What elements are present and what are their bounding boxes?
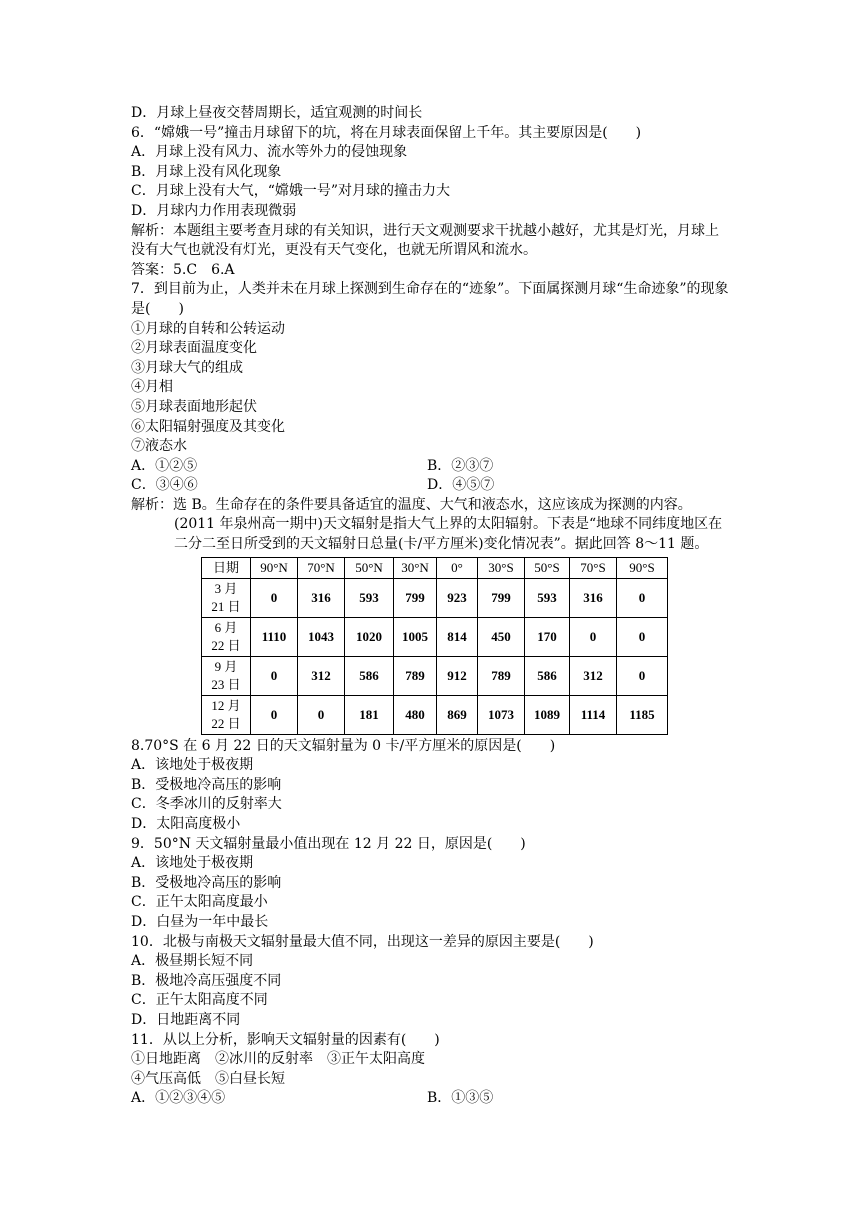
date-month: 12 月 (211, 697, 241, 713)
value-cell: 312 (298, 656, 345, 695)
q7-item: ③月球大气的组成 (131, 359, 243, 376)
table-row (202, 617, 668, 656)
q6-option-c: C．月球上没有大气，“嫦娥一号”对月球的撞击力大 (131, 183, 451, 200)
header-cell: 30°N (394, 557, 437, 578)
date-day: 23 日 (211, 676, 241, 692)
value-cell: 316 (298, 578, 345, 617)
q11-option-b: B．①③⑤ (427, 1090, 494, 1107)
value-cell: 0 (251, 656, 298, 695)
date-month: 9 月 (214, 658, 238, 674)
value-cell: 799 (394, 578, 437, 617)
value-cell: 586 (345, 656, 394, 695)
value-cell: 170 (525, 617, 570, 656)
date-cell (202, 578, 251, 617)
analysis-5-6: 解析：本题组主要考查月球的有关知识，进行天文观测要求干扰越小越好，尤其是灯光，月球上没有大气也就没有灯光，更没有天气变化，也就无所谓风和流水。 (131, 222, 719, 259)
value-cell: 0 (617, 617, 668, 656)
q6-option-d: D．月球内力作用表现微弱 (131, 202, 297, 219)
value-cell: 1043 (298, 617, 345, 656)
q7-options-row (131, 476, 731, 496)
q10-option-c: C．正午太阳高度不同 (131, 992, 268, 1009)
q8-option-a: A．该地处于极夜期 (131, 757, 254, 774)
date-month: 6 月 (214, 619, 238, 635)
q7-option-a: A．①②⑤ (131, 457, 198, 474)
q11-items: ①日地距离 ②冰川的反射率 ③正午太阳高度 (131, 1051, 425, 1068)
q11-options-row (131, 1089, 731, 1109)
date-day: 22 日 (211, 637, 241, 653)
q6-option-a: A．月球上没有风力、流水等外力的侵蚀现象 (131, 144, 408, 161)
value-cell: 450 (478, 617, 525, 656)
value-cell: 0 (251, 578, 298, 617)
date-cell (202, 695, 251, 734)
value-cell: 923 (437, 578, 478, 617)
table-row (202, 656, 668, 695)
q9-option-b: B．受极地冷高压的影响 (131, 874, 282, 891)
value-cell: 0 (617, 578, 668, 617)
q10-option-d: D．日地距离不同 (131, 1011, 241, 1028)
value-cell: 316 (570, 578, 617, 617)
value-cell: 0 (298, 695, 345, 734)
value-cell: 0 (570, 617, 617, 656)
q8-option-c: C．冬季冰川的反射率大 (131, 796, 282, 813)
value-cell: 593 (525, 578, 570, 617)
value-cell: 593 (345, 578, 394, 617)
q7-options-row (131, 457, 731, 477)
header-cell: 90°N (251, 557, 298, 578)
value-cell: 789 (478, 656, 525, 695)
table-row (202, 695, 668, 734)
q7-option-c: C．③④⑥ (131, 477, 198, 494)
document-page (131, 104, 731, 1109)
table-intro: (2011 年泉州高一期中)天文辐射是指大气上界的太阳辐射。下表是“地球不同纬度地区在二分二至日所受到的天文辐射日总量(卡/平方厘米)变化情况表”。据此回答 8～11 题。 (174, 516, 723, 553)
q9-option-d: D．白昼为一年中最长 (131, 914, 269, 930)
q7-option-b: B．②③⑦ (427, 457, 494, 474)
header-cell: 日期 (202, 557, 251, 578)
q10-option-b: B．极地冷高压强度不同 (131, 972, 282, 989)
q6-option-b: B．月球上没有风化现象 (131, 163, 282, 180)
value-cell: 1020 (345, 617, 394, 656)
value-cell: 1073 (478, 695, 525, 734)
q9-option-a: A．该地处于极夜期 (131, 855, 254, 872)
q5-option-d: D．月球上昼夜交替周期长，适宜观测的时间长 (131, 105, 423, 121)
q7-item: ⑥太阳辐射强度及其变化 (131, 418, 285, 435)
q11-option-a: A．①②③④⑤ (131, 1090, 226, 1107)
date-month: 3 月 (214, 580, 238, 596)
q11-items: ④气压高低 ⑤白昼长短 (131, 1070, 285, 1087)
q7-stem: 7．到目前为止，人类并未在月球上探测到生命存在的“迹象”。下面属探测月球“生命迹象”的现象是( ) (131, 281, 729, 317)
q10-option-a: A．极昼期长短不同 (131, 953, 254, 970)
value-cell: 1185 (617, 695, 668, 734)
q7-item: ⑤月球表面地形起伏 (131, 398, 257, 415)
q7-item: ④月相 (131, 379, 173, 396)
date-cell (202, 617, 251, 656)
date-cell (202, 656, 251, 695)
radiation-table (201, 557, 668, 735)
value-cell: 312 (570, 656, 617, 695)
value-cell: 912 (437, 656, 478, 695)
q8-stem: 8.70°S 在 6 月 22 日的天文辐射量为 0 卡/平方厘米的原因是( ) (131, 737, 556, 754)
header-cell: 50°N (345, 557, 394, 578)
q11-stem: 11．从以上分析，影响天文辐射量的因素有( ) (131, 1031, 440, 1048)
header-cell: 70°N (298, 557, 345, 578)
value-cell: 181 (345, 695, 394, 734)
q10-stem: 10．北极与南极天文辐射量最大值不同，出现这一差异的原因主要是( ) (131, 933, 594, 950)
value-cell: 586 (525, 656, 570, 695)
q8-option-b: B．受极地冷高压的影响 (131, 776, 282, 793)
q7-item: ⑦液态水 (131, 438, 187, 455)
header-cell: 0° (437, 557, 478, 578)
table-row (202, 578, 668, 617)
value-cell: 869 (437, 695, 478, 734)
value-cell: 0 (251, 695, 298, 734)
q9-option-c: C．正午太阳高度最小 (131, 894, 268, 911)
date-day: 21 日 (211, 598, 241, 614)
answer-5-6: 答案：5.C 6.A (131, 261, 235, 278)
value-cell: 1089 (525, 695, 570, 734)
value-cell: 1110 (251, 617, 298, 656)
analysis-7: 解析：选 B。生命存在的条件要具备适宜的温度、大气和液态水，这应该成为探测的内容。 (131, 496, 692, 513)
q7-item: ①月球的自转和公转运动 (131, 320, 285, 337)
header-cell: 30°S (478, 557, 525, 578)
table-header-row (202, 557, 668, 578)
value-cell: 789 (394, 656, 437, 695)
date-day: 22 日 (211, 715, 241, 731)
q7-item: ②月球表面温度变化 (131, 340, 257, 357)
value-cell: 480 (394, 695, 437, 734)
q8-option-d: D．太阳高度极小 (131, 816, 241, 833)
q9-stem: 9．50°N 天文辐射量最小值出现在 12 月 22 日，原因是( ) (131, 835, 526, 852)
value-cell: 1114 (570, 695, 617, 734)
value-cell: 814 (437, 617, 478, 656)
q6-stem: 6．“嫦娥一号”撞击月球留下的坑，将在月球表面保留上千年。其主要原因是( ) (131, 124, 642, 141)
header-cell: 50°S (525, 557, 570, 578)
value-cell: 1005 (394, 617, 437, 656)
q7-option-d: D．④⑤⑦ (427, 477, 495, 494)
value-cell: 0 (617, 656, 668, 695)
header-cell: 90°S (617, 557, 668, 578)
header-cell: 70°S (570, 557, 617, 578)
value-cell: 799 (478, 578, 525, 617)
